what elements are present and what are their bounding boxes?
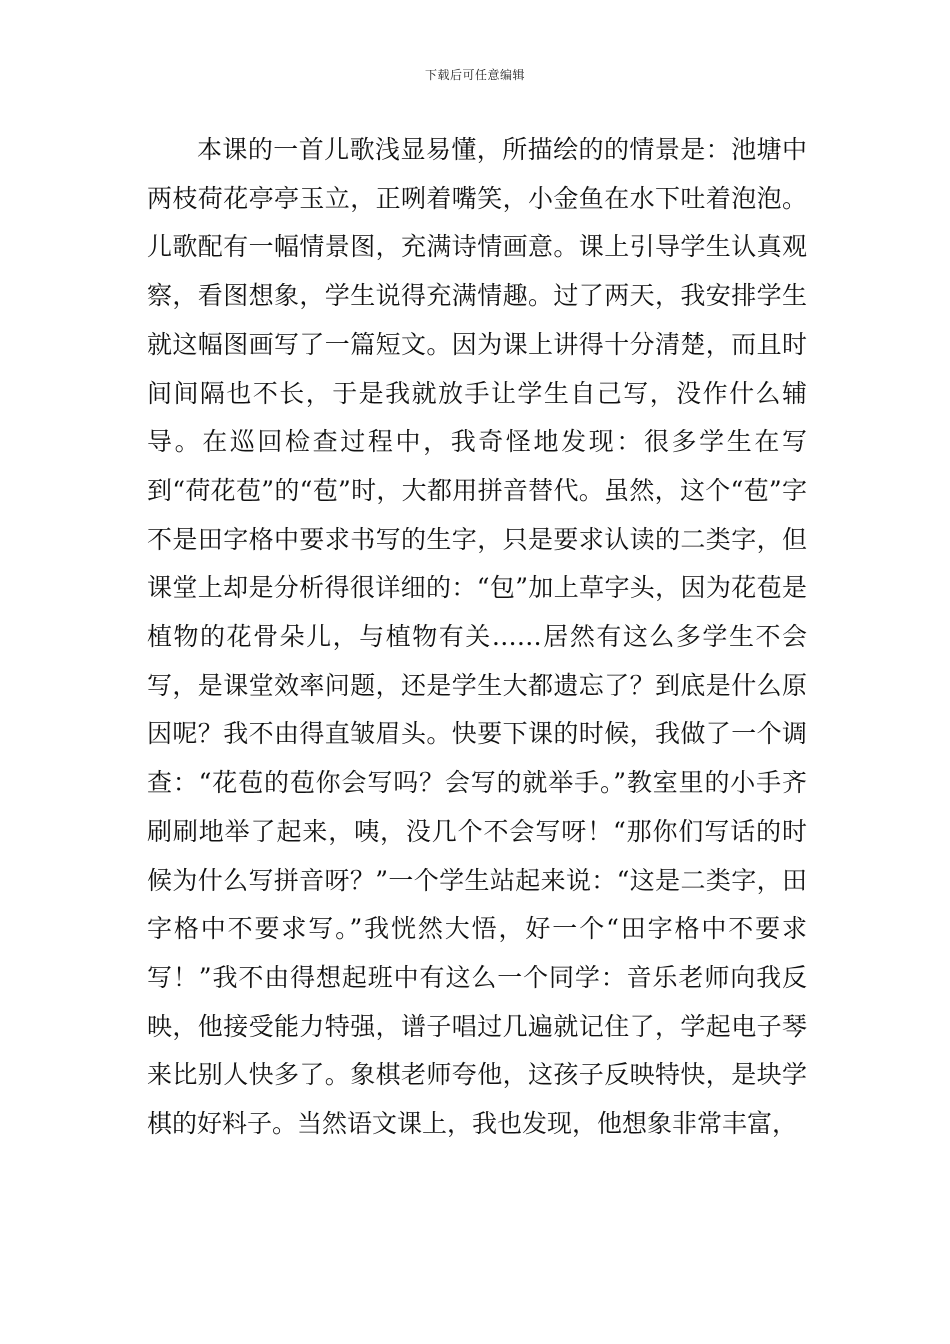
page-header: 下载后可任意编辑 [424,68,525,82]
body-paragraph: 本课的一首儿歌浅显易懂，所描绘的的情景是：池塘中两枝荷花亭亭玉立，正咧着嘴笑，小金鱼在水下吐着泡泡。儿歌配有一幅情景图，充满诗情画意。课上引导学生认真观察，看图想象，学生说得充满情趣。过了两天，我安排学生就这幅图画写了一篇短文。因为课上讲得十分清楚，而且时间间隔也不长，于是我就放手让学生自己写，没作什么辅导。在巡回检查过程中，我奇怪地发现：很多学生在写到“荷花苞”的“苞”时，大都用拼音替代。虽然，这个“苞”字不是田字格中要求书写的生字，只是要求认读的二类字，但课堂上却是分析得很详细的：“包”加上草字头，因为花苞是植物的花骨朵儿，与植物有关……居然有这么多学生不会写，是课堂效率问题，还是学生大都遗忘了？到底是什么原因呢？我不由得直皱眉头。快要下课的时候，我做了一个调查：“花苞的苞你会写吗？会写的就举手。”教室里的小手齐刷刷地举了起来，咦，没几个不会写呀！“那你们写话的时候为什么写拼音呀？”一个学生站起来说：“这是二类字，田字格中不要求写。”我恍然大悟，好一个“田字格中不要求写！”我不由得想起班中有这么一个同学：音乐老师向我反映，他接受能力特强，谱子唱过几遍就记住了，学起电子琴来比别人快多了。象棋老师夸他，这孩子反映特快，是块学棋的好料子。当然语文课上，我也发现，他想象非常丰富， [147,135,807,1139]
